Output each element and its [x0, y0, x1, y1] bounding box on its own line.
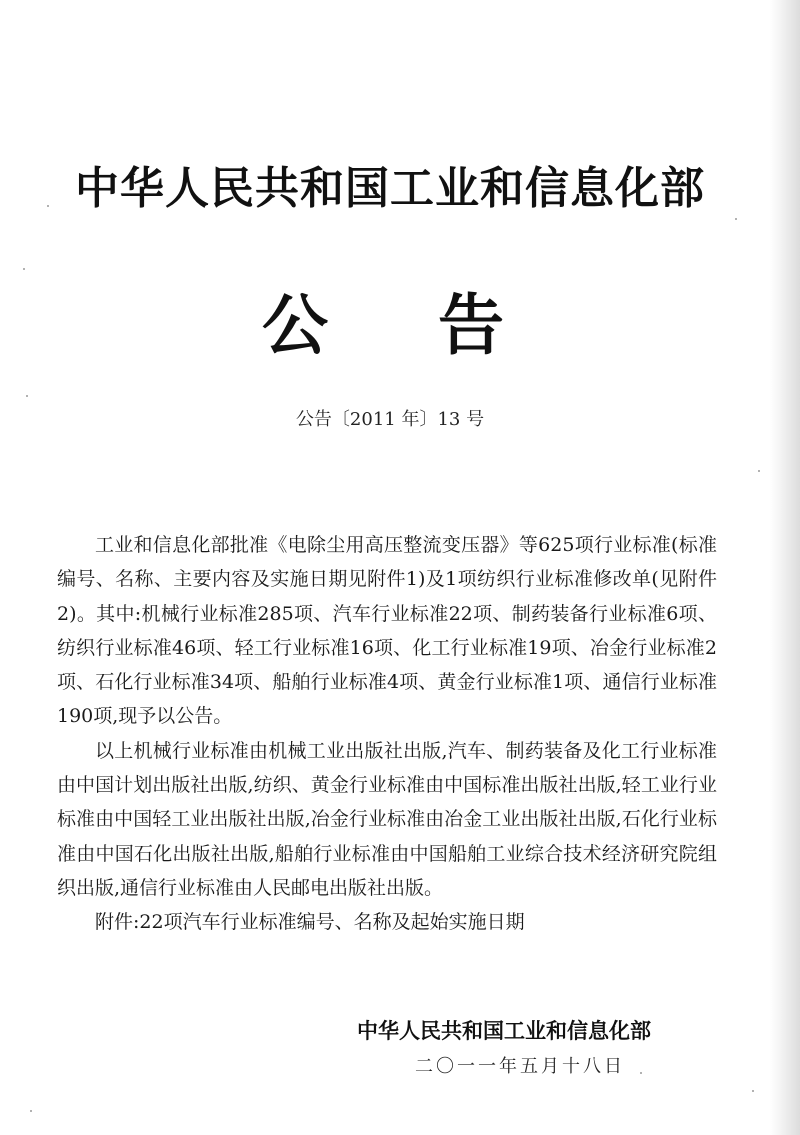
issuing-organization-title: 中华人民共和国工业和信息化部 — [75, 163, 705, 214]
scan-speck — [640, 1072, 642, 1074]
signature-date: 二〇一一年五月十八日 — [415, 1056, 625, 1077]
body-paragraph-2: 以上机械行业标准由机械工业出版社出版,汽车、制药装备及化工行业标准由中国计划出版社出版,纺织、黄金行业标准由中国标准出版社出版,轻工业行业标准由中国轻工业出版社出版,冶金行业标准由冶金工业出版社出版,石化行业标准由中国石化出版社出版,船舶行业标准由中国船舶工业综合技术经济研究院组织出版,通信行业标准由人民邮电出版社出版。 — [57, 739, 717, 899]
scan-speck — [30, 1110, 32, 1112]
scan-speck — [26, 395, 28, 397]
attachment-line: 附件:22项汽车行业标准编号、名称及起始实施日期 — [95, 911, 525, 934]
scan-speck — [735, 218, 737, 220]
announcement-body — [57, 528, 717, 940]
scan-speck — [47, 205, 49, 207]
document-type-char-2: 告 — [438, 287, 504, 364]
document-number: 公告〔2011 年〕13 号 — [295, 409, 485, 430]
scan-speck — [752, 1090, 754, 1092]
signature-organization: 中华人民共和国工业和信息化部 — [357, 1019, 651, 1043]
scan-speck — [758, 470, 760, 472]
body-paragraph-1: 工业和信息化部批准《电除尘用高压整流变压器》等625项行业标准(标准编号、名称、主要内容及实施日期见附件1)及1项纺织行业标准修改单(见附件2)。其中:机械行业标准285项、汽车行业标准22项、制药装备行业标准6项、纺织行业标准46项、轻工行业标准16项、化工行业标准19项、冶金行业标准2项、石化行业标准34项、船舶行业标准4项、黄金行业标准1项、通信行业标准190项,现予以公告。 — [57, 534, 717, 728]
scan-speck — [23, 268, 25, 270]
document-type-heading — [250, 272, 530, 364]
document-type-char-1: 公 — [262, 287, 328, 364]
